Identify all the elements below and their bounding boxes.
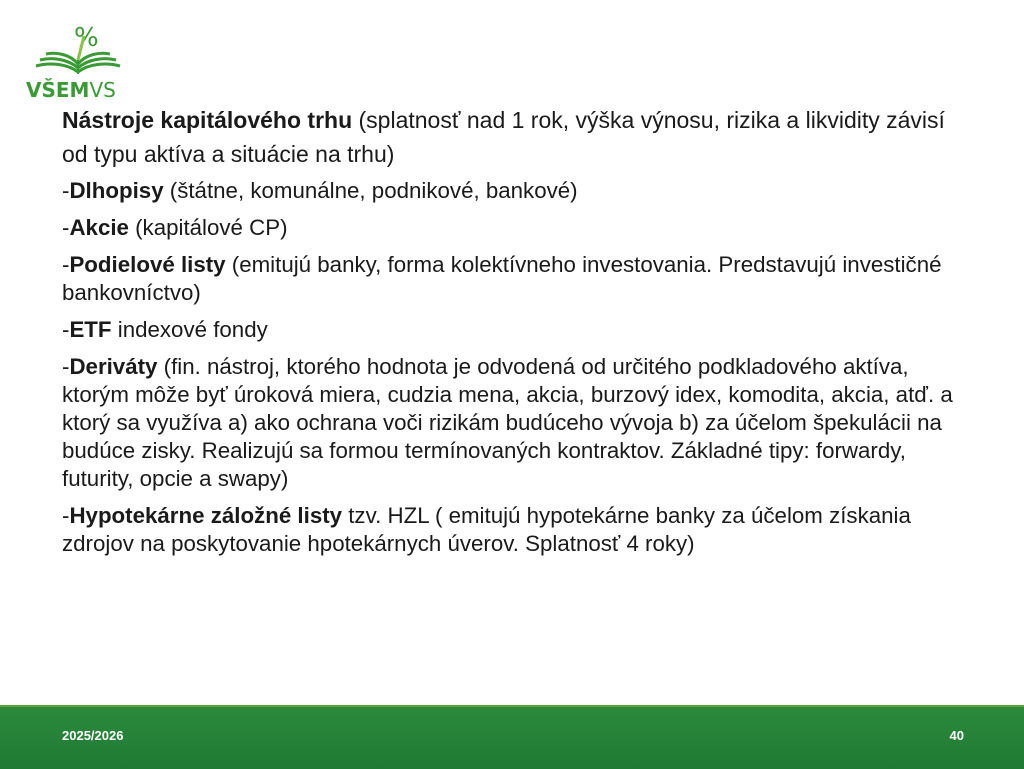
item-term: Deriváty — [69, 354, 158, 379]
title-bold: Nástroje kapitálového trhu — [62, 107, 353, 133]
item-description: tzv. HZL ( emitujú hypotekárne banky za účelom získania zdrojov na poskytovanie hpotekárnych úverov. Splatnosť 4 roky) — [62, 503, 911, 556]
slide-title — [62, 103, 972, 171]
logo-text-main: VŠEM — [26, 78, 90, 102]
footer-year: 2025/2026 — [62, 728, 124, 743]
item-description: indexové fondy — [111, 317, 268, 342]
list-item-akcie — [62, 214, 972, 242]
item-term: Dlhopisy — [69, 178, 164, 203]
item-dash: - — [62, 178, 70, 203]
item-dash: - — [62, 354, 70, 379]
slide-content — [62, 103, 972, 567]
list-item-dlhopisy — [62, 177, 972, 205]
list-item-podielove-listy — [62, 251, 972, 307]
page-number: 40 — [949, 728, 964, 743]
item-dash: - — [62, 317, 70, 342]
list-item-derivaty — [62, 353, 972, 493]
item-term: ETF — [69, 317, 112, 342]
percent-symbol: % — [74, 23, 99, 53]
item-description: (štátne, komunálne, podnikové, bankové) — [163, 178, 578, 203]
logo-wordmark — [26, 78, 116, 102]
title-rest: (splatnosť nad 1 rok, výška výnosu, rizika a likvidity závisí od typu aktíva a situácie na trhu) — [62, 107, 945, 167]
list-item-hzl — [62, 502, 972, 558]
item-description: (kapitálové CP) — [128, 215, 288, 240]
item-dash: - — [62, 503, 70, 528]
item-term: Podielové listy — [69, 252, 226, 277]
logo-text-suffix: VS — [89, 78, 116, 102]
list-item-etf — [62, 316, 972, 344]
vsem-logo — [18, 22, 136, 104]
book-percent-icon — [28, 22, 128, 80]
footer-bar — [0, 705, 1024, 769]
item-dash: - — [62, 215, 70, 240]
item-term: Akcie — [69, 215, 129, 240]
item-term: Hypotekárne záložné listy — [69, 503, 343, 528]
item-description: (fin. nástroj, ktorého hodnota je odvodená od určitého podkladového aktíva, ktorým môže byť úroková miera, cudzia mena, akcia, burzový idex, komodita, akcia, atď. a ktorý sa využíva a) ako ochrana voči rizikám budúceho vývoja b) za účelom špekulácii na budúce zisky. Realizujú sa formou termínovaných kontraktov. Základné tipy: forwardy, futurity, opcie a swapy) — [62, 354, 953, 491]
item-description: (emitujú banky, forma kolektívneho investovania. Predstavujú investičné bankovníctvo) — [62, 252, 942, 305]
item-dash: - — [62, 252, 70, 277]
